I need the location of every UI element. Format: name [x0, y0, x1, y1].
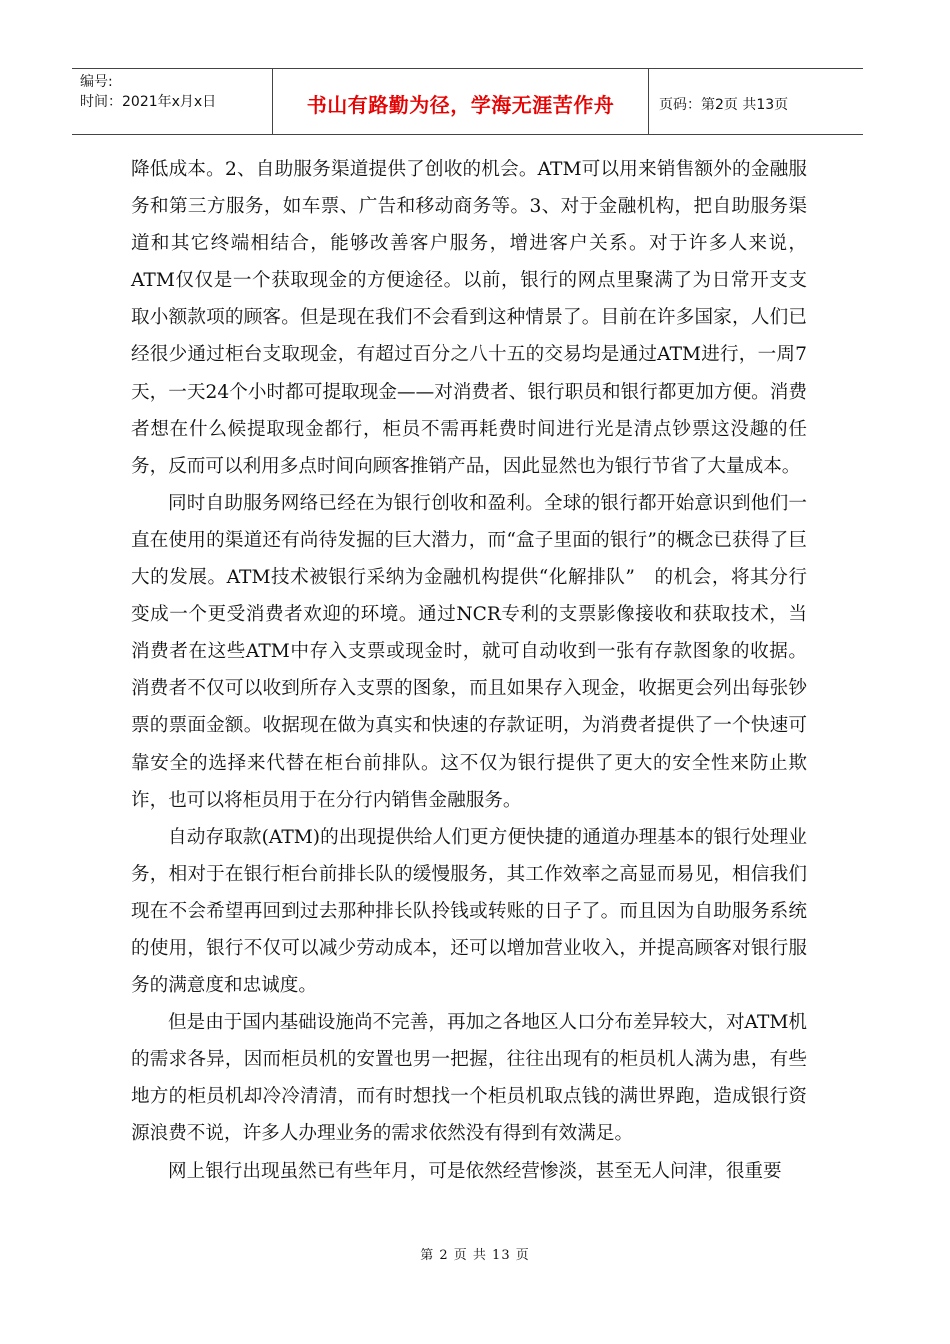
paragraph-1: 降低成本。2、自助服务渠道提供了创收的机会。ATM可以用来销售额外的金融服务和第三方服务，如车票、广告和移动商务等。3、对于金融机构，把自助服务渠道和其它终端相结合，能够改善客户服务，增进客户关系。对于许多人来说，ATM仅仅是一个获取现金的方便途径。以前，银行的网点里聚满了为日常开支支取小额款项的顾客。但是现在我们不会看到这种情景了。目前在许多国家，人们已经很少通过柜台支取现金，有超过百分之八十五的交易均是通过ATM进行，一周7天，一天24个小时都可提取现金——对消费者、银行职员和银行都更加方便。消费者想在什么候提取现金都行，柜员不需再耗费时间进行光是清点钞票这没趣的任务，反而可以利用多点时间向顾客推销产品，因此显然也为银行节省了大量成本。 [131, 159, 807, 477]
header-motto: 书山有路勤为径，学海无涯苦作舟 [273, 69, 649, 134]
paragraph-5: 网上银行出现虽然已有些年月，可是依然经营惨淡，甚至无人问津，很重要 [168, 1160, 782, 1182]
paragraph-2: 同时自助服务网络已经在为银行创收和盈利。全球的银行都开始意识到他们一直在使用的渠道还有尚待发掘的巨大潜力，而“盒子里面的银行”的概念已获得了巨大的发展。ATM技术被银行采纳为金融机构提供“化解排队” 的机会，将其分行变成一个更受消费者欢迎的环境。通过NCR专利的支票影像接收和获取技术，当消费者在这些ATM中存入支票或现金时，就可自动收到一张有存款图象的收据。消费者不仅可以收到所存入支票的图象，而且如果存入现金，收据更会列出每张钞票的票面金额。收据现在做为真实和快速的存款证明，为消费者提供了一个快速可靠安全的选择来代替在柜台前排队。这不仅为银行提供了更大的安全性来防止欺诈，也可以将柜员用于在分行内销售金融服务。 [131, 492, 807, 811]
header-page-info: 页码：第2页 共13页 [659, 96, 789, 113]
date-label: 时间：2021年x月x日 [80, 94, 217, 110]
paragraph-3: 自动存取款(ATM)的出现提供给人们更方便快捷的通道办理基本的银行处理业务，相对于在银行柜台前排长队的缓慢服务，其工作效率之高显而易见，相信我们现在不会希望再回到过去那种排长队拎钱或转账的日子了。而且因为自助服务系统的使用，银行不仅可以减少劳动成本，还可以增加营业收入，并提高顾客对银行服务的满意度和忠诚度。 [131, 826, 807, 997]
paragraph-4: 但是由于国内基础设施尚不完善，再加之各地区人口分布差异较大，对ATM机的需求各异，因而柜员机的安置也男一把握，往往出现有的柜员机人满为患，有些地方的柜员机却冷冷清清，而有时想找一个柜员机取点钱的满世界跑，造成银行资源浪费不说，许多人办理业务的需求依然没有得到有效满足。 [131, 1012, 807, 1145]
page-header [72, 68, 863, 135]
serial-number-label: 编号: [80, 74, 113, 90]
header-meta [72, 69, 273, 134]
page-footer: 第 2 页 共 13 页 [420, 1248, 530, 1263]
document-body [131, 151, 807, 1190]
